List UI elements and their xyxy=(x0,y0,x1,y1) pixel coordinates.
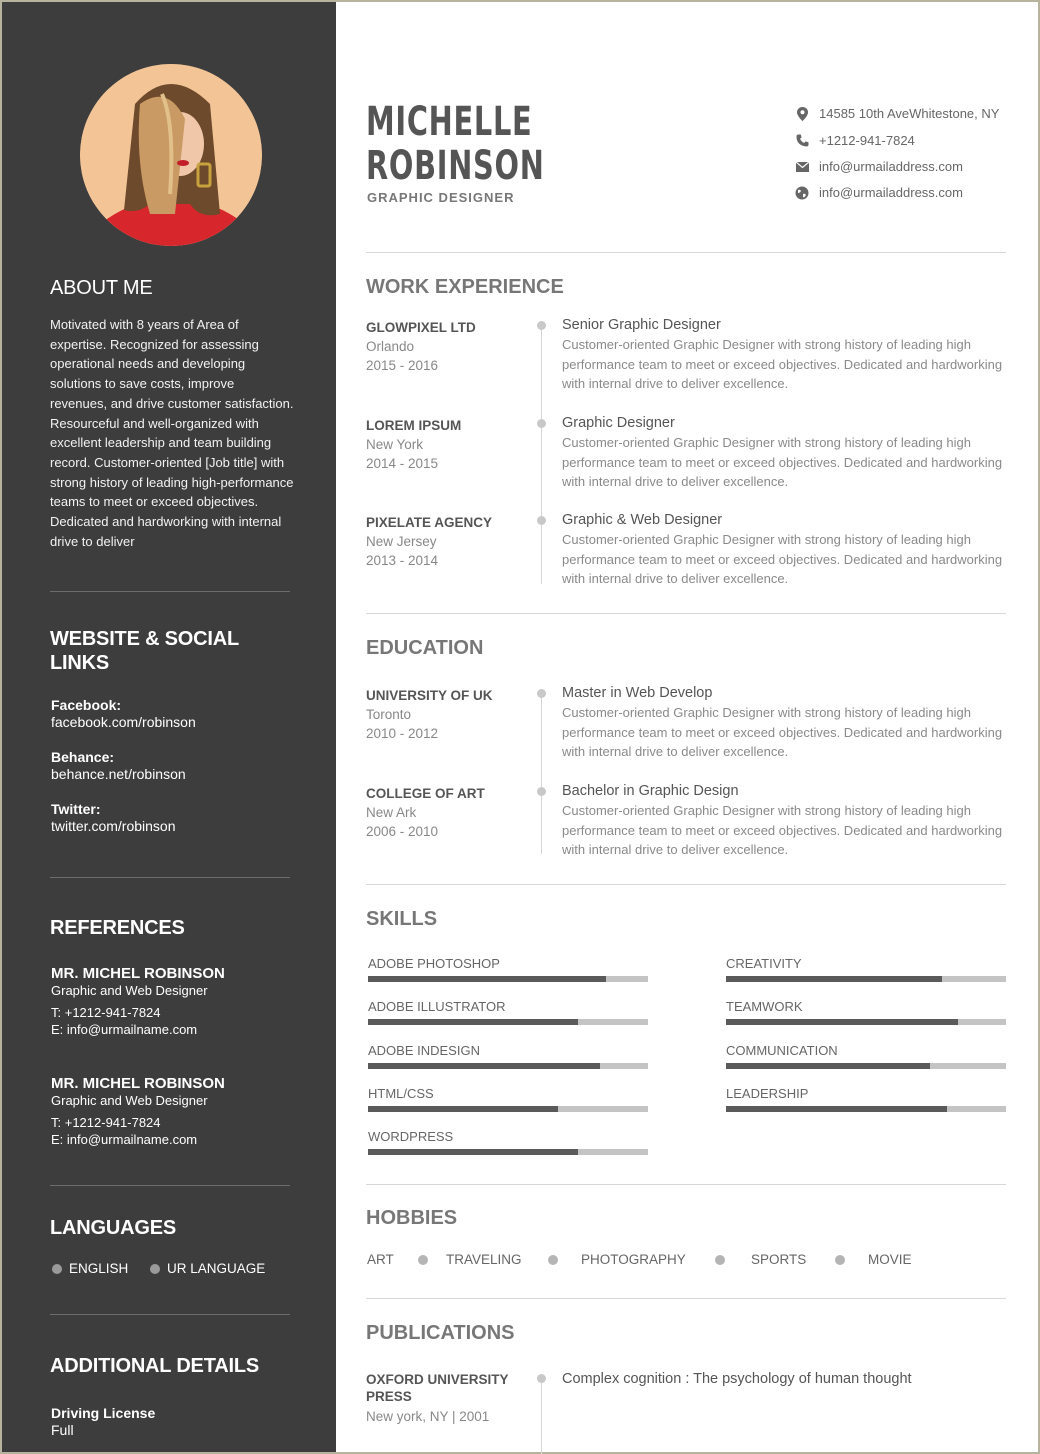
divider xyxy=(366,252,1006,253)
references-heading: REFERENCES xyxy=(50,917,185,939)
work-detail xyxy=(562,510,1006,589)
timeline-dot xyxy=(537,787,546,796)
about-text: Motivated with 8 years of Area of expertise. Recognized for assessing operational needs and developing solutions to save costs, improve revenues, and drive customer satisfaction. Resourceful and well-organized with excellent leadership and team building record. Customer-oriented [Job title] with strong history of leading high-performance teams to meet or exceed objectives. Dedicated and hardworking with internal drive to deliver xyxy=(50,317,294,549)
work-role: Senior Graphic Designer xyxy=(562,317,721,333)
education-meta xyxy=(366,784,485,841)
publication-place-year: New york, NY | 2001 xyxy=(366,1409,490,1424)
company-name: GLOWPIXEL LTD xyxy=(366,320,476,335)
skill-bar-fill xyxy=(726,976,942,982)
skill-label: WORDPRESS xyxy=(368,1129,454,1145)
skill-label: HTML/CSS xyxy=(368,1085,434,1101)
additional-label: Driving License xyxy=(51,1405,156,1421)
skill-item xyxy=(726,1086,1006,1112)
skill-bar-fill xyxy=(368,1063,600,1069)
reference-role: Graphic and Web Designer xyxy=(51,1093,208,1108)
reference-item xyxy=(51,965,225,1039)
additional-item xyxy=(51,1405,155,1439)
reference-item xyxy=(51,1075,225,1149)
divider xyxy=(50,1185,290,1186)
timeline-line xyxy=(541,1379,542,1454)
skill-item xyxy=(368,956,648,982)
language-item xyxy=(52,1261,128,1276)
globe-icon xyxy=(795,186,809,200)
work-meta xyxy=(366,513,492,570)
skill-label: COMMUNICATION xyxy=(726,1042,838,1058)
timeline-line xyxy=(541,694,542,854)
language-label: ENGLISH xyxy=(69,1261,129,1276)
divider xyxy=(366,1184,1006,1185)
degree-description: Customer-oriented Graphic Designer with strong history of leading high performance team to meet or exceed objectives. Dedicated and hardworking with internal drive to deliver excellence. xyxy=(562,803,1003,858)
languages-heading: LANGUAGES xyxy=(50,1217,176,1239)
skill-bar-fill xyxy=(726,1106,947,1112)
skill-item xyxy=(368,1129,648,1155)
link-value[interactable]: behance.net/robinson xyxy=(51,766,186,782)
skill-bar xyxy=(726,1063,1006,1069)
profile-photo xyxy=(80,64,262,246)
publications-heading: PUBLICATIONS xyxy=(366,1322,515,1344)
company-location: New York xyxy=(366,437,424,452)
degree-title: Master in Web Develop xyxy=(562,685,713,701)
skill-bar xyxy=(368,1019,648,1025)
link-behance xyxy=(51,749,186,783)
degree-description: Customer-oriented Graphic Designer with strong history of leading high performance team to meet or exceed objectives. Dedicated and hardworking with internal drive to deliver excellence. xyxy=(562,705,1003,760)
language-item xyxy=(150,1261,265,1276)
reference-phone: T: +1212-941-7824 xyxy=(51,1004,161,1020)
link-label: Twitter: xyxy=(51,801,101,817)
envelope-icon xyxy=(795,160,809,174)
work-years: 2014 - 2015 xyxy=(366,456,439,471)
work-detail xyxy=(562,315,1006,394)
phone-icon xyxy=(795,134,809,148)
bullet-icon xyxy=(715,1255,725,1265)
timeline-dot xyxy=(537,419,546,428)
school-location: Toronto xyxy=(366,707,412,722)
link-label: Facebook: xyxy=(51,697,122,713)
timeline-dot xyxy=(537,516,546,525)
reference-role: Graphic and Web Designer xyxy=(51,983,208,998)
publication-detail xyxy=(562,1369,1006,1389)
skill-label: CREATIVITY xyxy=(726,956,802,971)
contact-website xyxy=(795,185,963,200)
work-role: Graphic & Web Designer xyxy=(562,512,723,528)
reference-name: MR. MICHEL ROBINSON xyxy=(51,1075,225,1092)
links-heading: WEBSITE & SOCIAL LINKS xyxy=(50,628,239,674)
skill-bar-fill xyxy=(368,976,606,982)
skill-label: ADOBE PHOTOSHOP xyxy=(368,956,500,971)
hobby-item: PHOTOGRAPHY xyxy=(581,1252,686,1267)
sidebar xyxy=(2,2,336,1452)
phone-text: +1212-941-7824 xyxy=(819,133,915,148)
skill-item xyxy=(368,1086,648,1112)
bullet-icon xyxy=(835,1255,845,1265)
bullet-icon xyxy=(548,1255,558,1265)
work-detail xyxy=(562,413,1006,492)
contact-address xyxy=(795,106,999,121)
degree-title: Bachelor in Graphic Design xyxy=(562,783,739,799)
education-detail xyxy=(562,683,1006,762)
publication-title: Complex cognition : The psychology of human thought xyxy=(562,1371,912,1387)
language-label: UR LANGUAGE xyxy=(167,1261,266,1276)
work-heading: WORK EXPERIENCE xyxy=(366,276,564,298)
school-location: New Ark xyxy=(366,805,417,820)
skill-item xyxy=(726,999,1006,1025)
bullet-icon xyxy=(150,1264,160,1274)
skill-bar-fill xyxy=(368,1019,578,1025)
skill-bar xyxy=(368,1149,648,1155)
hobby-item: MOVIE xyxy=(868,1252,912,1267)
divider xyxy=(366,884,1006,885)
school-years: 2006 - 2010 xyxy=(366,824,439,839)
hobby-item: SPORTS xyxy=(751,1252,807,1267)
address-text: 14585 10th AveWhitestone, NY xyxy=(819,106,1000,121)
hobby-item: TRAVELING xyxy=(446,1252,522,1267)
skill-bar xyxy=(368,976,648,982)
work-meta xyxy=(366,416,461,473)
work-description: Customer-oriented Graphic Designer with strong history of leading high performance team to meet or exceed objectives. Dedicated and hardworking with internal drive to deliver excellence. xyxy=(562,337,1003,392)
work-years: 2013 - 2014 xyxy=(366,553,439,568)
skill-item xyxy=(368,1043,648,1069)
work-role: Graphic Designer xyxy=(562,415,675,431)
additional-heading: ADDITIONAL DETAILS xyxy=(50,1355,259,1377)
company-name: PIXELATE AGENCY xyxy=(366,515,493,530)
timeline-dot xyxy=(537,321,546,330)
about-heading: ABOUT ME xyxy=(50,277,153,299)
company-location: New Jersey xyxy=(366,534,437,549)
divider xyxy=(50,591,290,592)
portrait-image xyxy=(80,64,262,246)
contact-email xyxy=(795,159,963,174)
contact-phone xyxy=(795,133,915,148)
skill-bar xyxy=(368,1063,648,1069)
last-name: ROBINSON xyxy=(366,143,545,189)
link-label: Behance: xyxy=(51,749,115,765)
link-twitter xyxy=(51,801,176,835)
skill-bar-fill xyxy=(368,1149,578,1155)
divider xyxy=(50,877,290,878)
hobby-item: ART xyxy=(367,1252,394,1267)
timeline-dot xyxy=(537,1374,546,1383)
work-description: Customer-oriented Graphic Designer with strong history of leading high performance team to meet or exceed objectives. Dedicated and hardworking with internal drive to deliver excellence. xyxy=(562,435,1003,490)
skill-bar xyxy=(726,1019,1006,1025)
reference-name: MR. MICHEL ROBINSON xyxy=(51,965,225,982)
publisher-name: OXFORD UNIVERSITY PRESS xyxy=(366,1372,509,1404)
bullet-icon xyxy=(418,1255,428,1265)
skill-label: ADOBE INDESIGN xyxy=(368,1042,480,1058)
divider xyxy=(366,1298,1006,1299)
website-text[interactable]: info@urmailaddress.com xyxy=(819,185,963,200)
publication-meta xyxy=(366,1371,526,1426)
education-heading: EDUCATION xyxy=(366,637,484,659)
work-description: Customer-oriented Graphic Designer with strong history of leading high performance team to meet or exceed objectives. Dedicated and hardworking with internal drive to deliver excellence. xyxy=(562,532,1003,587)
location-pin-icon xyxy=(795,107,809,121)
first-name: MICHELLE xyxy=(366,99,533,145)
skill-bar-fill xyxy=(726,1019,958,1025)
education-meta xyxy=(366,686,493,743)
divider xyxy=(366,613,1006,614)
hobbies-heading: HOBBIES xyxy=(366,1207,458,1229)
skill-label: LEADERSHIP xyxy=(726,1085,809,1101)
skill-label: ADOBE ILLUSTRATOR xyxy=(368,999,506,1015)
reference-phone: T: +1212-941-7824 xyxy=(51,1114,161,1130)
skill-bar xyxy=(368,1106,648,1112)
education-detail xyxy=(562,781,1006,860)
work-meta xyxy=(366,318,476,375)
skill-item xyxy=(726,1043,1006,1069)
skill-bar-fill xyxy=(368,1106,558,1112)
skill-label: TEAMWORK xyxy=(726,999,803,1015)
school-name: UNIVERSITY OF UK xyxy=(366,688,493,703)
school-name: COLLEGE OF ART xyxy=(366,786,485,801)
skill-bar-fill xyxy=(726,1063,930,1069)
company-location: Orlando xyxy=(366,339,415,354)
link-facebook xyxy=(51,697,196,731)
timeline-dot xyxy=(537,689,546,698)
skills-heading: SKILLS xyxy=(366,908,438,930)
reference-email: E: info@urmailname.com xyxy=(51,1022,198,1037)
additional-value: Full xyxy=(51,1422,74,1438)
reference-email: E: info@urmailname.com xyxy=(51,1132,198,1147)
link-value[interactable]: twitter.com/robinson xyxy=(51,818,176,834)
divider xyxy=(50,1314,290,1315)
skill-item xyxy=(368,999,648,1025)
work-years: 2015 - 2016 xyxy=(366,358,439,373)
timeline-line xyxy=(541,326,542,584)
school-years: 2010 - 2012 xyxy=(366,726,439,741)
email-text[interactable]: info@urmailaddress.com xyxy=(819,159,963,174)
person-name xyxy=(366,100,545,188)
skill-item xyxy=(726,956,1006,982)
job-title: GRAPHIC DESIGNER xyxy=(367,190,515,205)
skill-bar xyxy=(726,976,1006,982)
company-name: LOREM IPSUM xyxy=(366,418,462,433)
skill-bar xyxy=(726,1106,1006,1112)
link-value[interactable]: facebook.com/robinson xyxy=(51,714,196,730)
bullet-icon xyxy=(52,1264,62,1274)
